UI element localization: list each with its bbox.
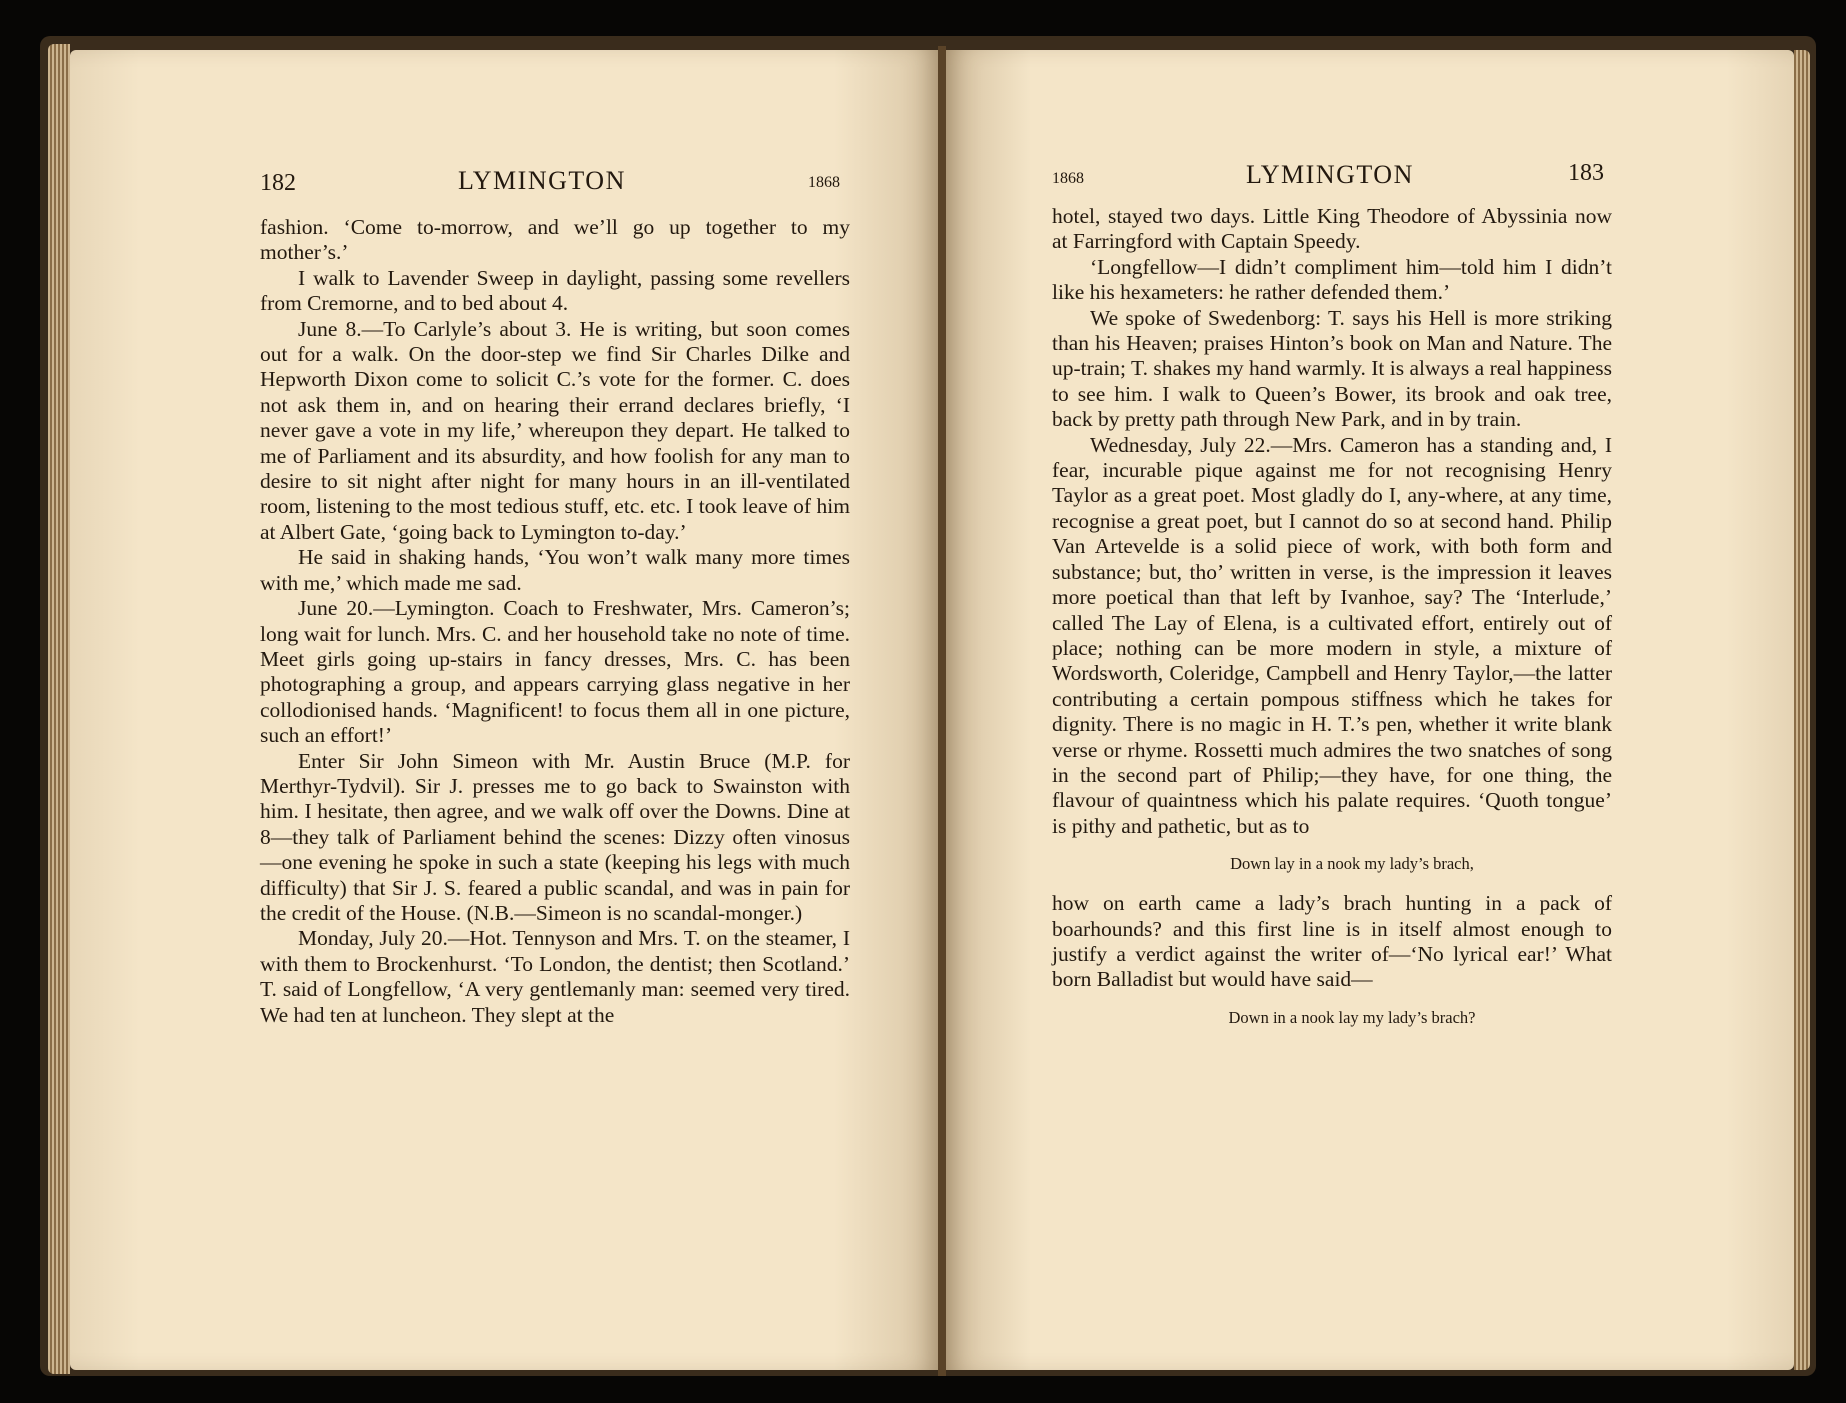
paragraph: fashion. ‘Come to-morrow, and we’ll go up together to my mother’s.’ [260,215,850,265]
paragraph: how on earth came a lady’s brach hunting in a pack of boarhounds? and this first line is in itself almost enough to justify a verdict against the writer of—‘No lyrical ear!’ What born Balladist but would have said— [1052,891,1612,992]
right-page-number: 183 [1568,160,1604,186]
right-page-edges [1794,50,1810,1370]
right-running-head [946,160,1794,194]
verse-quotation: Down lay in a nook my lady’s brach, [1230,854,1474,874]
right-running-year: 1868 [1052,170,1084,187]
paragraph: Monday, July 20.—Hot. Tennyson and Mrs. T. on the steamer, I with them to Brockenhurst. ‘To London, the dentist; then Scotland.’ T. said of Longfellow, ‘A very gentlemanly man: seemed very tired. We had ten at luncheon. They slept at the [260,926,850,1027]
verse-quotation: Down in a nook lay my lady’s brach? [1228,1007,1476,1027]
right-running-title: LYMINGTON [1246,160,1414,189]
paragraph: Enter Sir John Simeon with Mr. Austin Bruce (M.P. for Merthyr-Tydvil). Sir J. presses me to go back to Swainston with him. I hesitate, then agree, and we walk off over the Downs. Dine at 8—they talk of Parliament behind the scenes: Dizzy often vinosus—one evening he spoke in such a state (keeping his legs with much difficulty) that Sir J. S. feared a public scandal, and was in pain for the credit of the House. (N.B.—Simeon is no scandal-monger.) [260,748,850,925]
book-gutter [938,46,946,1376]
paragraph: June 8.—To Carlyle’s about 3. He is writing, but soon comes out for a walk. On the door-step we find Sir Charles Dilke and Hepworth Dixon come to solicit C.’s vote for the former. C. does not ask them in, and on hearing their errand declares briefly, ‘I never gave a vote in my life,’ whereupon they depart. He talked to me of Parliament and its absurdity, and how foolish for any man to desire to sit night after night for many hours in an ill-ventilated room, listening to the most tedious stuff, etc. etc. I took leave of him at Albert Gate, ‘going back to Lymington to-day.’ [260,316,850,544]
paragraph: We spoke of Swedenborg: T. says his Hell is more striking than his Heaven; praises Hinton’s book on Man and Nature. The up-train; T. shakes my hand warmly. It is always a real happiness to see him. I walk to Queen’s Bower, its brook and oak tree, back by pretty path through New Park, and in by train. [1052,305,1612,432]
paragraph: I walk to Lavender Sweep in daylight, passing some revellers from Cremorne, and to bed about 4. [260,265,850,316]
left-page [70,50,938,1370]
left-page-number: 182 [260,170,296,196]
left-page-edges [48,44,70,1374]
paragraph: Wednesday, July 22.—Mrs. Cameron has a standing and, I fear, incurable pique against me for not recognising Henry Taylor as a great poet. Most gladly do I, any-where, at any time, recognise a great poet, but I cannot do so at second hand. Philip Van Artevelde is a solid piece of work, with both form and substance; but, tho’ written in verse, is the impression it leaves more poetical than that left by Ivanhoe, say? The ‘Interlude,’ called The Lay of Elena, is a cultivated effort, entirely out of place; nothing can be more modern in style, a mixture of Wordsworth, Coleridge, Campbell and Henry Taylor,—the latter contributing a certain pompous stiffness which he takes for dignity. There is no magic in H. T.’s pen, whether it write blank verse or rhyme. Rossetti much admires the two snatches of song in the second part of Philip;—they have, for one thing, the flavour of quaintness which his palate requires. ‘Quoth tongue’ is pithy and pathetic, but as to [1052,432,1612,838]
left-body-text [260,215,850,1028]
paragraph: He said in shaking hands, ‘You won’t walk many more times with me,’ which made me sad. [260,545,850,595]
left-running-year: 1868 [808,174,840,191]
paragraph: hotel, stayed two days. Little King Theodore of Abyssinia now at Farringford with Captain Speedy. [1052,204,1612,254]
left-running-head [70,166,938,200]
right-page [946,50,1794,1370]
left-running-title: LYMINGTON [458,166,626,195]
right-body-text [1052,204,1612,1045]
paragraph: ‘Longfellow—I didn’t compliment him—told him I didn’t like his hexameters: he rather defended them.’ [1052,254,1612,305]
paragraph: June 20.—Lymington. Coach to Freshwater, Mrs. Cameron’s; long wait for lunch. Mrs. C. and her household take no note of time. Meet girls going up-stairs in fancy dresses, Mrs. C. has been photographing a group, and appears carrying glass negative in her collodionised hands. ‘Magnificent! to focus them all in one picture, such an effort!’ [260,596,850,748]
